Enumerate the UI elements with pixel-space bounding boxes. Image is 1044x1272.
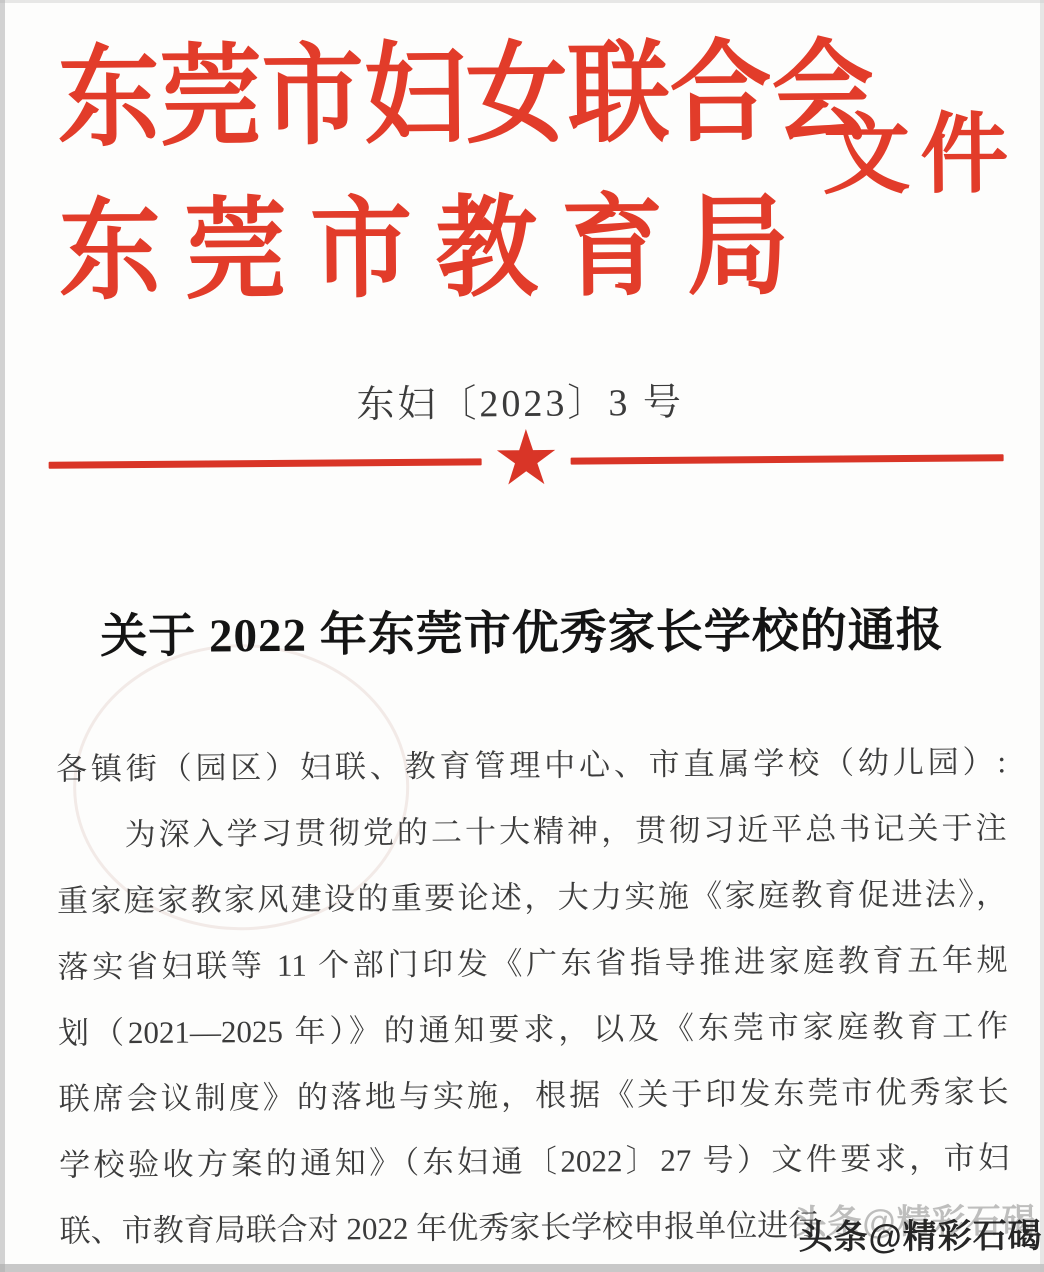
agency-name-line1: 东莞市妇女联合会	[57, 32, 875, 161]
watermark-text: 头条@精彩石碣	[798, 1216, 1043, 1257]
red-divider	[48, 412, 1004, 503]
document-body	[56, 729, 1010, 1264]
doc-number: 东妇〔2023〕3 号	[356, 381, 685, 427]
divider-line-left	[49, 458, 482, 468]
divider-line-right	[570, 454, 1003, 464]
body-text-line: 学校验收方案的通知》（东妇通〔2022〕27 号）文件要求，市妇	[59, 1140, 1010, 1183]
body-text-line: 划（2021—2025 年）》的通知要求，以及《东莞市家庭教育工作	[57, 1008, 1009, 1051]
body-text-line: 为深入学习贯彻党的二十大精神，贯彻习近平总书记关于注	[56, 810, 1007, 853]
agency-name-line2: 东莞市教育局	[58, 186, 790, 315]
body-text-line: 联席会议制度》的落地与实施，根据《关于印发东莞市优秀家长	[58, 1074, 1009, 1117]
star-icon: ★	[491, 412, 561, 503]
body-text-line: 各镇街（园区）妇联、教育管理中心、市直属学校（幼儿园）:	[55, 744, 1007, 787]
document-title: 关于 2022 年东莞市优秀家长学校的通报	[100, 604, 944, 664]
body-text-line: 落实省妇联等 11 个部门印发《广东省指导推进家庭教育五年规	[57, 942, 1008, 985]
letterhead	[57, 18, 875, 330]
body-text-line: 重家庭家教家风建设的重要论述，大力实施《家庭教育促进法》，	[56, 876, 1008, 919]
doc-type-label: 文件	[821, 107, 1009, 206]
body-text-line: 联、市教育局联合对 2022 年优秀家长学校申报单位进行	[59, 1207, 820, 1249]
